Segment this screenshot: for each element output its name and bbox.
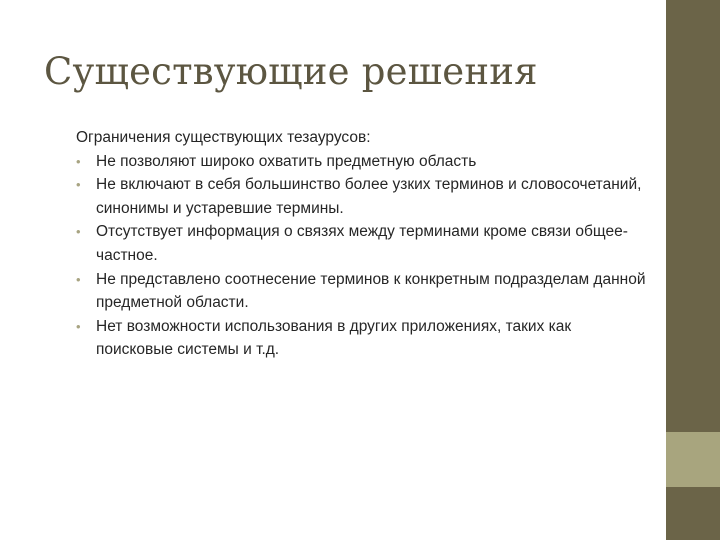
bullet-text: Отсутствует информация о связях между терминами кроме связи общее-частное. xyxy=(96,223,628,264)
list-item xyxy=(76,268,646,315)
sidebar-dark-block-bottom xyxy=(666,487,720,540)
list-item xyxy=(76,173,646,220)
decorative-sidebar xyxy=(666,0,720,540)
list-item xyxy=(76,220,646,267)
bullet-dot-icon: • xyxy=(76,153,81,169)
intro-text: Ограничения существующих тезаурусов: xyxy=(76,129,371,146)
bullet-dot-icon: • xyxy=(76,271,81,287)
slide-content xyxy=(76,126,646,362)
bullet-dot-icon: • xyxy=(76,177,81,193)
list-item xyxy=(76,150,646,174)
slide-title: Существующие решения xyxy=(44,50,538,93)
bullet-text: Нет возможности использования в других приложениях, таких как поисковые системы и т.д. xyxy=(96,317,572,359)
list-item xyxy=(76,315,646,362)
bullet-text: Не представлено соотнесение терминов к конкретным подразделам данной предметной области. xyxy=(96,270,646,312)
sidebar-dark-block xyxy=(666,0,720,432)
bullet-dot-icon: • xyxy=(76,224,81,240)
bullet-dot-icon: • xyxy=(76,318,81,334)
sidebar-accent-block xyxy=(666,432,720,487)
bullet-list xyxy=(76,150,646,362)
bullet-text: Не включают в себя большинство более узких терминов и словосочетаний, синонимы и устаревшие термины. xyxy=(96,176,642,217)
bullet-text: Не позволяют широко охватить предметную область xyxy=(96,152,477,170)
